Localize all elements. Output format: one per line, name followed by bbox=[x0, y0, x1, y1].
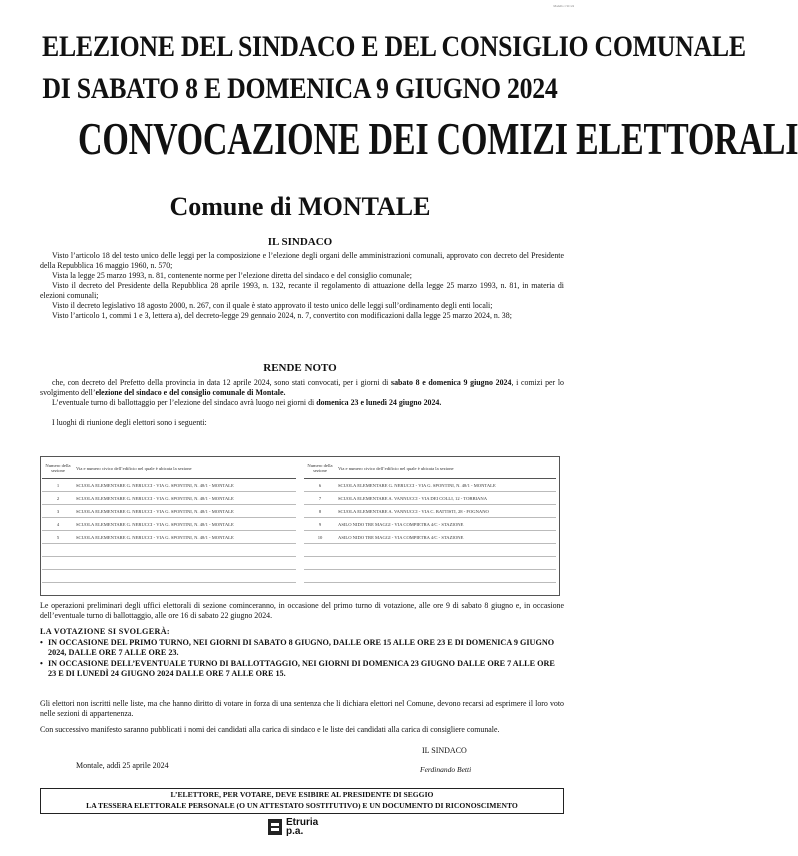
visto-paragraph: Visto l’articolo 1, commi 1 e 3, lettera a), del decreto-legge 29 gennaio 2024, n. 7, convertito con modificazioni dalla legge 25 marzo 2024, n. 38; bbox=[52, 311, 512, 320]
column-header-place: Via e numero civico dell’edificio nel quale è ubicata la sezione bbox=[336, 458, 556, 479]
table-row-empty bbox=[42, 570, 296, 583]
column-header-number: Numero della sezione bbox=[42, 458, 74, 479]
table-row: 7 SCUOLA ELEMENTARE A. VANNUCCI - VIA DEI COLLI, 12 - TOBBIANA bbox=[304, 492, 556, 505]
table-row: 5 SCUOLA ELEMENTARE G. NERUCCI - VIA G. SPONTINI, N. 48/1 - MONTALE bbox=[42, 531, 296, 544]
footer-line-2: LA TESSERA ELETTORALE PERSONALE (O UN ATTESTATO SOSTITUTIVO) E UN DOCUMENTO DI RICONOSCIMENTO bbox=[86, 801, 518, 810]
table-row-empty bbox=[304, 544, 556, 557]
visto-section bbox=[40, 251, 564, 321]
table-row: 10 ASILO NIDO TRE MAGGI - VIA COMPIETRA 4/C - STAZIONE bbox=[304, 531, 556, 544]
signature-date: Montale, addì 25 aprile 2024 bbox=[76, 761, 169, 770]
table-row-empty bbox=[304, 570, 556, 583]
table-row: 4 SCUOLA ELEMENTARE G. NERUCCI - VIA G. SPONTINI, N. 48/1 - MONTALE bbox=[42, 518, 296, 531]
notes-section bbox=[40, 699, 564, 735]
title-line-1: ELEZIONE DEL SINDACO E DEL CONSIGLIO COMUNALE bbox=[42, 30, 746, 63]
bullet-icon: • bbox=[40, 637, 43, 647]
form-code: Modello 1 SC/24 bbox=[553, 4, 574, 8]
il-sindaco-heading: IL SINDACO bbox=[267, 236, 333, 248]
footer-line-1: L’ELETTORE, PER VOTARE, DEVE ESIBIRE AL PRESIDENTE DI SEGGIO bbox=[170, 790, 434, 799]
table-row: 6 SCUOLA ELEMENTARE G. NERUCCI - VIA G. SPONTINI, N. 48/1 - MONTALE bbox=[304, 479, 556, 492]
luoghi-intro: I luoghi di riunione degli elettori sono i seguenti: bbox=[52, 418, 207, 427]
table-row: 1 SCUOLA ELEMENTARE G. NERUCCI - VIA G. SPONTINI, N. 48/1 - MONTALE bbox=[42, 479, 296, 492]
mayor-name: Ferdinando Betti bbox=[420, 765, 472, 774]
table-row-empty bbox=[42, 557, 296, 570]
sections-table-right bbox=[304, 458, 556, 583]
visto-paragraph: Visto il decreto legislativo 18 agosto 2000, n. 267, con il quale è stato approvato il testo unico delle leggi sull’ordinamento degli enti locali; bbox=[52, 301, 493, 310]
table-row-empty bbox=[42, 544, 296, 557]
table-row: 2 SCUOLA ELEMENTARE G. NERUCCI - VIA G. SPONTINI, N. 48/1 - MONTALE bbox=[42, 492, 296, 505]
table-row: 9 ASILO NIDO TRE MAGGI - VIA COMPIETRA 4/C - STAZIONE bbox=[304, 518, 556, 531]
publisher-logo-icon bbox=[268, 819, 282, 835]
rende-noto-section bbox=[40, 378, 564, 428]
title-convocazione: CONVOCAZIONE DEI COMIZI ELETTORALI bbox=[78, 113, 798, 164]
publisher-logo bbox=[268, 818, 318, 836]
table-row: 3 SCUOLA ELEMENTARE G. NERUCCI - VIA G. SPONTINI, N. 48/1 - MONTALE bbox=[42, 505, 296, 518]
signature-title: IL SINDACO bbox=[422, 746, 467, 755]
votazione-title: LA VOTAZIONE SI SVOLGERÀ: bbox=[40, 627, 170, 636]
operazioni-paragraph-wrap bbox=[40, 601, 564, 621]
convocation-paragraph: che, con decreto del Prefetto della provincia in data 12 aprile 2024, sono stati convocati, per i giorni di sabato 8 e domenica 9 giugno 2024, i comizi per lo svolgimento dell’elezione del sindaco e del consiglio comunale di Montale. bbox=[40, 378, 564, 397]
column-header-number: Numero della sezione bbox=[304, 458, 336, 479]
elettori-note: Gli elettori non iscritti nelle liste, ma che hanno diritto di votare in forza di una sentenza che li dichiara elettori nel Comune, devono recarsi ad esprimere il loro voto nelle sezioni di appartenenza. bbox=[40, 699, 564, 718]
votazione-item-ballottaggio: • IN OCCASIONE DELL’EVENTUALE TURNO DI BALLOTTAGGIO, NEI GIORNI DI DOMENICA 23 GIUGNO DALLE ORE 7 ALLE ORE 23 E DI LUNEDÌ 24 GIUGNO 2024 DALLE ORE 7 ALLE ORE 15. bbox=[40, 658, 555, 678]
visto-paragraph: Visto l’articolo 18 del testo unico delle leggi per la composizione e l’elezione degli organi delle amministrazioni comunali, approvato con decreto del Presidente della Repubblica 16 maggio 1960, n. 570; bbox=[40, 251, 564, 270]
title-line-2: DI SABATO 8 E DOMENICA 9 GIUGNO 2024 bbox=[42, 72, 558, 105]
column-header-place: Via e numero civico dell’edificio nel quale è ubicata la sezione bbox=[74, 458, 296, 479]
rende-noto-heading: RENDE NOTO bbox=[263, 362, 337, 374]
votazione-section bbox=[40, 627, 564, 680]
table-row-empty bbox=[304, 557, 556, 570]
publisher-name: Etruria p.a. bbox=[286, 817, 319, 837]
table-row: 8 SCUOLA ELEMENTARE A. VANNUCCI - VIA C. BATTISTI, 28 - FOGNANO bbox=[304, 505, 556, 518]
bullet-icon: • bbox=[40, 658, 43, 668]
manifesto-note: Con successivo manifesto saranno pubblicati i nomi dei candidati alla carica di sindaco e le liste dei candidati alla carica di consigliere comunale. bbox=[40, 725, 500, 734]
ballottaggio-paragraph: L’eventuale turno di ballottaggio per l’elezione del sindaco avrà luogo nei giorni di domenica 23 e lunedì 24 giugno 2024. bbox=[52, 398, 442, 407]
votazione-item-primo-turno: • IN OCCASIONE DEL PRIMO TURNO, NEI GIORNI DI SABATO 8 GIUGNO, DALLE ORE 15 ALLE ORE 23 E DI DOMENICA 9 GIUGNO 2024, DALLE ORE 7 ALLE ORE 23. bbox=[40, 637, 555, 657]
operazioni-paragraph: Le operazioni preliminari degli uffici elettorali di sezione cominceranno, in occasione del primo turno di votazione, alle ore 9 di sabato 8 giugno e, in occasione dell’eventuale turno di ballottaggio, alle ore 16 di sabato 22 giugno 2024. bbox=[40, 601, 564, 620]
visto-paragraph: Vista la legge 25 marzo 1993, n. 81, contenente norme per l’elezione diretta del sindaco e del consiglio comunale; bbox=[52, 271, 412, 280]
visto-paragraph: Visto il decreto del Presidente della Repubblica 28 aprile 1993, n. 132, recante il regolamento di attuazione della legge 25 marzo 1993, n. 81, in materia di elezioni comunali; bbox=[40, 281, 564, 300]
footer-notice bbox=[40, 788, 564, 814]
sections-table-left bbox=[42, 458, 296, 583]
comune-name: Comune di MONTALE bbox=[169, 192, 431, 221]
